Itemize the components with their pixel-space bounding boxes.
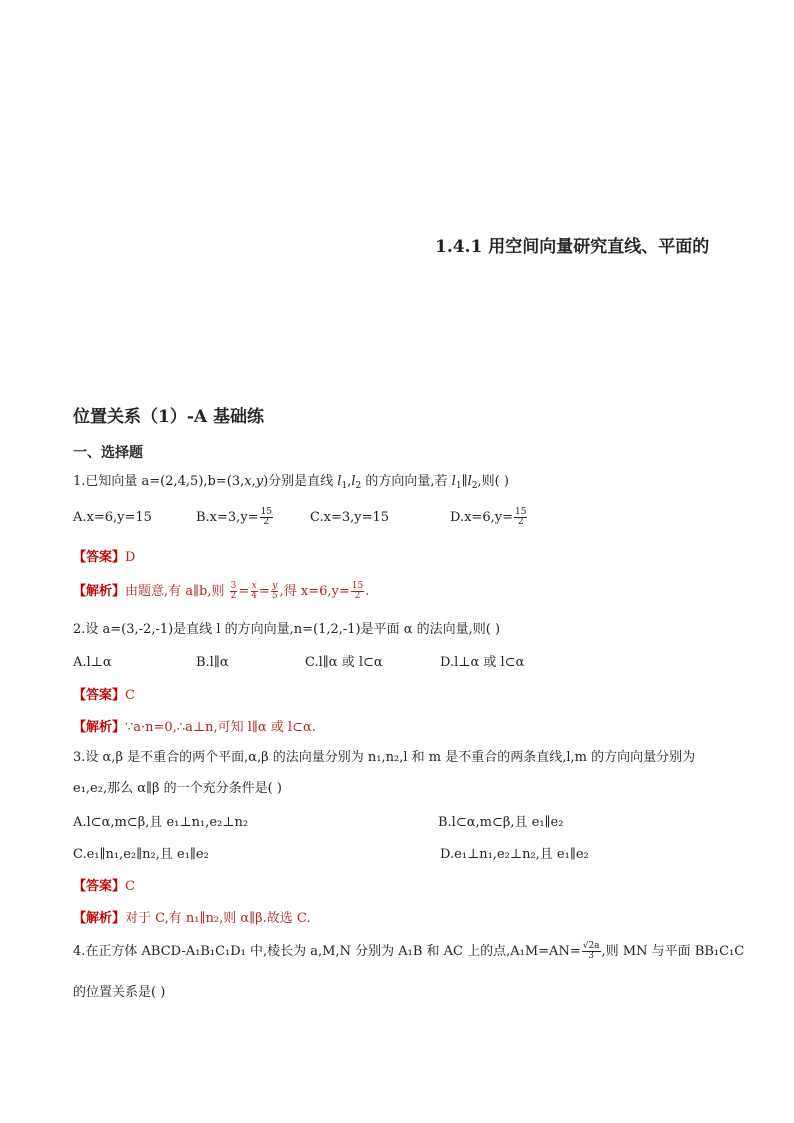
q1-analysis-text: 由题意,有 a∥b,则 xyxy=(125,584,225,599)
q4-stem-part-a: 4.在正方体 ABCD-A₁B₁C₁D₁ 中,棱长为 a,M,N 分别为 A₁B 和 AC 上的点,A₁M=AN= xyxy=(73,944,581,959)
q2-answer xyxy=(73,684,135,703)
fraction-denominator: 4 xyxy=(251,591,258,601)
answer-tag: 【答案】 xyxy=(73,688,126,703)
q1-analysis: 【解析】由题意,有 a∥b,则 $\frac{3}{2}$ = $\frac{x}{4}$ = $\frac{y}{5}$ ,得 x=6,y= $\frac{15}{2}$ . xyxy=(73,581,370,601)
q3-stem-line-2: e₁,e₂,那么 α∥β 的一个充分条件是( ) xyxy=(73,781,282,796)
q2-option-c: C.l∥α 或 l⊂α xyxy=(305,655,383,670)
fraction-denominator: 5 xyxy=(271,591,278,601)
q1-stem-part-b: )分别是直线 xyxy=(263,474,338,489)
q3-answer-value: C xyxy=(125,879,135,894)
q3-option-d: D.e₁⊥n₁,e₂⊥n₂,且 e₁∥e₂ xyxy=(440,847,589,862)
q1-analysis-end: . xyxy=(365,584,370,599)
q1-option-c: C.x=3,y=15 xyxy=(310,510,390,525)
q1-option-b-fraction xyxy=(260,508,273,527)
fraction-denominator: 2 xyxy=(517,517,524,527)
q1-option-d xyxy=(450,508,528,528)
fraction-numerator: 15 xyxy=(351,581,364,591)
q2-option-b: B.l∥α xyxy=(196,655,229,670)
q2-option-a: A.l⊥α xyxy=(73,655,112,670)
q4-stem-line-1 xyxy=(73,942,744,962)
title-line-2: 位置关系（1）-A 基础练 xyxy=(73,407,264,427)
q1-option-b xyxy=(196,508,274,528)
fraction-numerator: x xyxy=(251,581,257,591)
q1-option-d-text: D.x=6,y= xyxy=(450,510,513,525)
fraction xyxy=(230,582,238,601)
q1-stem-part-d: ,则( ) xyxy=(477,474,509,489)
fraction-numerator: 15 xyxy=(260,507,273,517)
fraction-denominator: 2 xyxy=(230,591,237,601)
fraction xyxy=(250,582,258,601)
q4-fraction xyxy=(582,942,601,961)
q1-option-d-fraction xyxy=(514,508,527,527)
q1-stem: 1.已知向量 a=(2,4,5),b=(3,x,y)分别是直线 $l_1,l_2$ 的方向向量,若 $l_1\parallel l_2$,则( ) xyxy=(73,474,509,491)
fraction-numerator: 3 xyxy=(230,581,237,591)
q1-stem-part-a: 1.已知向量 a=(2,4,5),b=(3, xyxy=(73,474,245,489)
q2-analysis xyxy=(73,716,316,735)
analysis-tag: 【解析】 xyxy=(73,911,126,926)
q2-option-d: D.l⊥α 或 l⊂α xyxy=(440,655,525,670)
q4-stem-part-b: ,则 MN 与平面 BB₁C₁C xyxy=(601,944,745,959)
q4-stem-line-2: 的位置关系是( ) xyxy=(73,985,166,1000)
fraction-denominator: 2 xyxy=(263,517,270,527)
q3-answer xyxy=(73,875,135,894)
q1-option-a: A.x=6,y=15 xyxy=(73,510,152,525)
q1-option-b-text: B.x=3,y= xyxy=(196,510,259,525)
analysis-tag: 【解析】 xyxy=(73,720,126,735)
q3-option-c: C.e₁∥n₁,e₂∥n₂,且 e₁∥e₂ xyxy=(73,847,209,862)
q1-analysis-result: ,得 x=6,y= xyxy=(279,584,350,599)
q1-answer-value: D xyxy=(125,550,136,565)
fraction-numerator: y xyxy=(272,581,278,591)
answer-tag: 【答案】 xyxy=(73,879,126,894)
q2-answer-value: C xyxy=(125,688,135,703)
fraction-denominator: 2 xyxy=(354,591,361,601)
q3-analysis xyxy=(73,907,311,926)
q2-analysis-text: ∵a·n=0,∴a⊥n,可知 l∥α 或 l⊂α. xyxy=(125,720,316,735)
q3-analysis-text: 对于 C,有 n₁∥n₂,则 α∥β.故选 C. xyxy=(125,911,311,926)
section-heading: 一、选择题 xyxy=(73,445,143,461)
title-line-1: 1.4.1 用空间向量研究直线、平面的 xyxy=(435,237,710,257)
fraction-numerator: 15 xyxy=(514,507,527,517)
q3-stem-line-1: 3.设 α,β 是不重合的两个平面,α,β 的法向量分别为 n₁,n₂,l 和 m 是不重合的两条直线,l,m 的方向向量分别为 xyxy=(73,750,696,765)
analysis-tag: 【解析】 xyxy=(73,584,126,599)
fraction-numerator: √2a xyxy=(582,941,600,951)
fraction xyxy=(271,582,279,601)
q1-answer xyxy=(73,546,135,565)
answer-tag: 【答案】 xyxy=(73,550,126,565)
q3-option-a: A.l⊂α,m⊂β,且 e₁⊥n₁,e₂⊥n₂ xyxy=(73,815,249,830)
fraction xyxy=(351,582,364,601)
q3-option-b: B.l⊂α,m⊂β,且 e₁∥e₂ xyxy=(438,815,564,830)
fraction-denominator: 3 xyxy=(588,951,594,961)
q1-stem-part-c: 的方向向量,若 xyxy=(365,474,452,489)
q2-stem: 2.设 a=(3,-2,-1)是直线 l 的方向向量,n=(1,2,-1)是平面 α 的法向量,则( ) xyxy=(73,622,501,637)
